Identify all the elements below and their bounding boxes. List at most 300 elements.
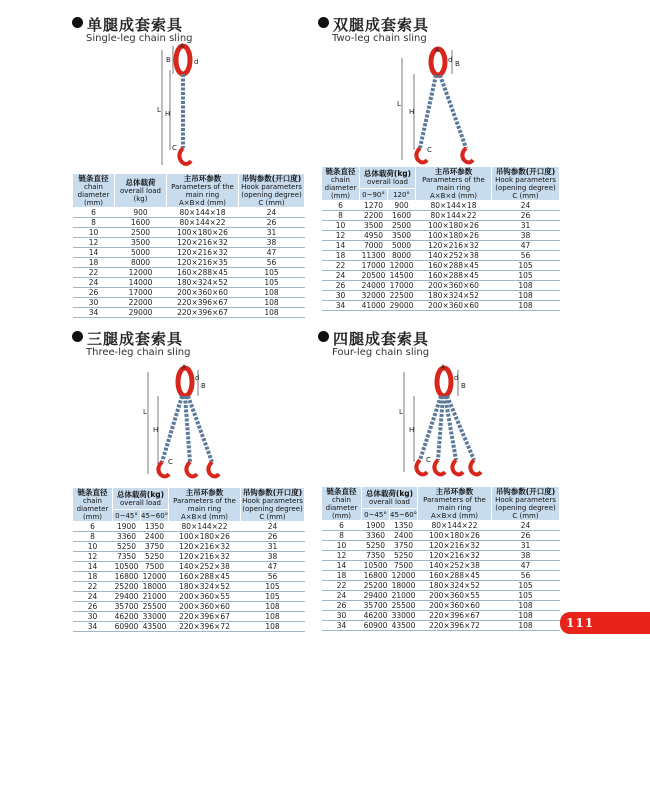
table-row — [322, 301, 560, 311]
col-load-angle-1: 0~45° — [113, 510, 141, 522]
table-cell: 80×144×22 — [418, 521, 492, 531]
table-cell: 3500 — [388, 231, 416, 241]
table-row — [73, 258, 305, 268]
table-cell: 200×360×60 — [169, 602, 241, 612]
table-cell: 17000 — [115, 288, 167, 298]
table-cell: 35700 — [362, 601, 390, 611]
table-cell: 80×144×22 — [167, 218, 239, 228]
table-cell: 30 — [322, 291, 360, 301]
table-cell: 38 — [492, 231, 560, 241]
table-cell: 12 — [322, 231, 360, 241]
three-leg-sling-diagram — [140, 362, 240, 486]
table-row — [73, 238, 305, 248]
three-leg-heading — [72, 328, 191, 358]
table-cell: 108 — [241, 612, 305, 622]
hook-icon — [208, 462, 219, 477]
table-row — [322, 621, 560, 631]
table-cell: 30 — [73, 298, 115, 308]
table-cell: 30 — [73, 612, 113, 622]
table-cell: 47 — [241, 562, 305, 572]
table-row — [73, 612, 305, 622]
table-row — [322, 251, 560, 261]
table-cell: 220×396×67 — [167, 298, 239, 308]
table-cell: 26 — [239, 218, 305, 228]
table-cell: 140×252×38 — [416, 251, 492, 261]
table-cell: 1350 — [141, 522, 169, 532]
table-cell: 200×360×55 — [169, 592, 241, 602]
table-cell: 14500 — [388, 271, 416, 281]
table-cell: 5250 — [113, 542, 141, 552]
table-cell: 47 — [492, 241, 560, 251]
table-cell: 12 — [73, 238, 115, 248]
table-cell: 108 — [492, 611, 560, 621]
table-row — [322, 241, 560, 251]
table-cell: 8 — [73, 532, 113, 542]
table-cell: 105 — [239, 278, 305, 288]
table-cell: 6 — [73, 208, 115, 218]
table-cell: 33000 — [390, 611, 418, 621]
chain-leg-icon — [440, 75, 466, 148]
table-cell: 31 — [492, 541, 560, 551]
chain-leg-icon — [185, 396, 190, 462]
table-cell: 14 — [73, 562, 113, 572]
page-number: 111 — [566, 616, 595, 630]
two-leg-spec-table — [321, 166, 560, 311]
table-cell: 108 — [241, 602, 305, 612]
table-cell: 34 — [322, 301, 360, 311]
dim-label-d: d — [194, 58, 199, 66]
chain-leg-icon — [420, 75, 436, 148]
table-cell: 5250 — [390, 551, 418, 561]
table-cell: 108 — [492, 281, 560, 291]
dim-label-a: A — [182, 364, 187, 371]
table-cell: 900 — [388, 201, 416, 211]
table-row — [322, 541, 560, 551]
four-leg-sling-diagram — [394, 362, 504, 482]
table-cell: 17000 — [360, 261, 388, 271]
table-cell: 160×288×45 — [416, 271, 492, 281]
col-chain-diameter: 链条直径 chain diameter (mm) — [73, 174, 115, 208]
table-cell: 22500 — [388, 291, 416, 301]
table-cell: 6 — [73, 522, 113, 532]
table-cell: 6 — [322, 201, 360, 211]
table-row — [322, 201, 560, 211]
table-row — [322, 261, 560, 271]
table-cell: 10500 — [113, 562, 141, 572]
table-row — [322, 601, 560, 611]
table-cell: 108 — [241, 622, 305, 632]
table-cell: 8000 — [115, 258, 167, 268]
three-leg-title-en: Three-leg chain sling — [86, 347, 191, 358]
four-leg-spec-table — [321, 486, 560, 631]
col-overall-load: 总体载荷(kg) overall load — [113, 488, 169, 510]
table-cell: 100×180×26 — [416, 221, 492, 231]
table-cell: 105 — [239, 268, 305, 278]
table-cell: 11300 — [360, 251, 388, 261]
hook-icon — [470, 460, 481, 475]
table-cell: 1900 — [362, 521, 390, 531]
table-cell: 160×288×45 — [167, 268, 239, 278]
table-cell: 120×216×32 — [169, 552, 241, 562]
dim-label-a: A — [435, 47, 440, 54]
dim-label-c: C — [427, 146, 432, 154]
table-cell: 1270 — [360, 201, 388, 211]
table-cell: 3360 — [362, 531, 390, 541]
table-cell: 7500 — [141, 562, 169, 572]
table-cell: 43500 — [141, 622, 169, 632]
table-cell: 180×324×52 — [169, 582, 241, 592]
table-cell: 26 — [73, 288, 115, 298]
table-row — [322, 551, 560, 561]
table-cell: 100×180×26 — [416, 231, 492, 241]
table-cell: 120×216×32 — [416, 241, 492, 251]
table-cell: 29000 — [388, 301, 416, 311]
table-cell: 14000 — [115, 278, 167, 288]
table-cell: 108 — [492, 601, 560, 611]
table-cell: 12000 — [388, 261, 416, 271]
table-cell: 8 — [322, 211, 360, 221]
table-cell: 22000 — [115, 298, 167, 308]
table-row — [73, 602, 305, 612]
col-main-ring: 主吊环参数 Parameters of the main ring A×B×d (mm) — [169, 488, 241, 522]
table-row — [73, 522, 305, 532]
dim-label-l: L — [399, 408, 403, 416]
table-cell: 108 — [492, 301, 560, 311]
table-cell: 38 — [241, 552, 305, 562]
master-link-icon — [176, 46, 190, 74]
table-cell: 100×180×26 — [167, 228, 239, 238]
dim-label-l: L — [157, 106, 161, 114]
table-cell: 80×144×22 — [416, 211, 492, 221]
table-cell: 21000 — [141, 592, 169, 602]
table-cell: 47 — [239, 248, 305, 258]
table-cell: 900 — [115, 208, 167, 218]
bullet-icon — [72, 17, 83, 28]
bullet-icon — [72, 331, 83, 342]
table-cell: 24 — [492, 201, 560, 211]
table-cell: 21000 — [390, 591, 418, 601]
table-cell: 29400 — [362, 591, 390, 601]
col-load-angle-2: 45~60° — [390, 510, 418, 519]
table-cell: 22 — [73, 582, 113, 592]
table-cell: 22 — [322, 581, 362, 591]
table-cell: 2400 — [141, 532, 169, 542]
table-cell: 5250 — [141, 552, 169, 562]
single-leg-heading — [72, 14, 193, 44]
hook-icon — [179, 148, 191, 164]
table-cell: 108 — [239, 298, 305, 308]
table-row — [322, 291, 560, 301]
table-row — [73, 288, 305, 298]
table-row — [73, 248, 305, 258]
table-cell: 5000 — [115, 248, 167, 258]
table-row — [322, 591, 560, 601]
dim-label-c: C — [426, 456, 431, 464]
table-cell: 24000 — [360, 281, 388, 291]
table-row — [322, 221, 560, 231]
table-row — [322, 271, 560, 281]
chain-leg-icon — [162, 396, 182, 462]
table-cell: 38 — [492, 551, 560, 561]
table-cell: 56 — [492, 571, 560, 581]
table-cell: 29000 — [115, 308, 167, 318]
table-cell: 105 — [492, 261, 560, 271]
col-load-angle-2: 120° — [388, 189, 416, 201]
dim-label-c: C — [168, 458, 173, 466]
table-cell: 56 — [492, 251, 560, 261]
table-cell: 7000 — [360, 241, 388, 251]
table-cell: 26 — [492, 531, 560, 541]
bullet-icon — [318, 17, 329, 28]
col-chain-diameter: 链条直径 chain diameter (mm) — [73, 488, 113, 522]
table-cell: 80×144×18 — [167, 208, 239, 218]
dim-label-c: C — [172, 144, 177, 152]
table-row — [322, 521, 560, 531]
table-cell: 200×360×60 — [416, 301, 492, 311]
table-cell: 4950 — [360, 231, 388, 241]
table-cell: 1600 — [115, 218, 167, 228]
dim-label-h: H — [165, 110, 171, 118]
single-leg-title-en: Single-leg chain sling — [86, 33, 193, 44]
table-cell: 120×216×32 — [169, 542, 241, 552]
col-hook: 吊钩参数(开口度) Hook parameters (opening degree) C (mm) — [239, 174, 305, 208]
table-cell: 80×144×22 — [169, 522, 241, 532]
hook-icon — [462, 148, 473, 163]
dim-label-b: B — [201, 382, 206, 390]
table-cell: 25500 — [141, 602, 169, 612]
table-cell: 120×216×32 — [167, 238, 239, 248]
hook-icon — [416, 148, 427, 163]
table-cell: 2400 — [390, 531, 418, 541]
table-cell: 140×252×38 — [418, 561, 492, 571]
table-cell: 16800 — [362, 571, 390, 581]
table-cell: 1350 — [390, 521, 418, 531]
table-row — [322, 611, 560, 621]
table-cell: 105 — [492, 271, 560, 281]
table-cell: 200×360×60 — [167, 288, 239, 298]
four-leg-heading — [318, 328, 430, 358]
table-cell: 105 — [241, 582, 305, 592]
table-row — [73, 622, 305, 632]
table-cell: 31 — [239, 228, 305, 238]
table-cell: 24 — [322, 271, 360, 281]
table-row — [322, 561, 560, 571]
two-leg-title-cn: 双腿成套索具 — [333, 16, 430, 34]
table-row — [73, 542, 305, 552]
dim-label-h: H — [409, 108, 415, 116]
table-row — [322, 531, 560, 541]
dim-label-b: B — [455, 60, 460, 68]
table-cell: 105 — [492, 591, 560, 601]
table-cell: 10 — [322, 541, 362, 551]
table-cell: 8 — [73, 218, 115, 228]
page-number-tab — [560, 612, 650, 634]
table-cell: 108 — [492, 291, 560, 301]
table-cell: 26 — [241, 532, 305, 542]
table-cell: 35700 — [113, 602, 141, 612]
table-cell: 14 — [322, 561, 362, 571]
table-cell: 25200 — [362, 581, 390, 591]
table-cell: 18 — [73, 572, 113, 582]
table-cell: 22 — [322, 261, 360, 271]
dim-label-h: H — [153, 426, 159, 434]
table-cell: 46200 — [113, 612, 141, 622]
table-cell: 10 — [73, 228, 115, 238]
col-overall-load: 总体载荷(kg) overall load — [360, 167, 416, 189]
table-cell: 8 — [322, 531, 362, 541]
table-cell: 56 — [241, 572, 305, 582]
dim-label-h: H — [409, 426, 415, 434]
dim-label-d: d — [448, 56, 453, 64]
table-cell: 108 — [492, 621, 560, 631]
table-row — [73, 218, 305, 228]
table-cell: 24 — [73, 278, 115, 288]
table-cell: 5250 — [362, 541, 390, 551]
table-cell: 10500 — [362, 561, 390, 571]
dim-label-a: A — [441, 364, 446, 371]
table-cell: 8000 — [388, 251, 416, 261]
table-cell: 24 — [241, 522, 305, 532]
col-hook: 吊钩参数(开口度) Hook parameters (opening degree) C (mm) — [242, 488, 303, 521]
table-cell: 47 — [492, 561, 560, 571]
col-load-angle-1: 0~45° — [362, 509, 390, 521]
table-cell: 2500 — [115, 228, 167, 238]
col-main-ring: 主吊环参数 Parameters of the main ring A×B×d (mm) — [418, 487, 492, 521]
table-cell: 180×324×52 — [416, 291, 492, 301]
table-row — [322, 581, 560, 591]
table-cell: 26 — [73, 602, 113, 612]
table-cell: 220×396×67 — [169, 612, 241, 622]
table-cell: 200×360×60 — [416, 281, 492, 291]
table-cell: 24 — [73, 592, 113, 602]
table-cell: 12000 — [141, 572, 169, 582]
table-row — [73, 208, 305, 218]
table-row — [73, 298, 305, 308]
table-cell: 3750 — [390, 541, 418, 551]
table-row — [73, 572, 305, 582]
table-cell: 1600 — [388, 211, 416, 221]
master-link-icon — [437, 368, 451, 396]
four-leg-title-cn: 四腿成套索具 — [333, 330, 430, 348]
table-cell: 12000 — [390, 571, 418, 581]
table-cell: 2500 — [388, 221, 416, 231]
col-overall-load: 总体载荷 overall load (kg) — [115, 174, 167, 208]
table-cell: 120×216×35 — [167, 258, 239, 268]
table-cell: 60900 — [362, 621, 390, 631]
table-cell: 7350 — [362, 551, 390, 561]
single-leg-title-cn: 单腿成套索具 — [87, 16, 184, 34]
table-cell: 14 — [322, 241, 360, 251]
table-cell: 46200 — [362, 611, 390, 621]
table-cell: 18000 — [141, 582, 169, 592]
table-cell: 200×360×55 — [418, 591, 492, 601]
table-cell: 31 — [492, 221, 560, 231]
table-cell: 34 — [73, 308, 115, 318]
table-cell: 105 — [241, 592, 305, 602]
table-cell: 12 — [73, 552, 113, 562]
col-chain-diameter: 链条直径 chain diameter (mm) — [322, 487, 362, 521]
dim-label-l: L — [143, 408, 147, 416]
table-cell: 80×144×18 — [416, 201, 492, 211]
table-cell: 120×216×32 — [418, 541, 492, 551]
table-cell: 160×288×45 — [416, 261, 492, 271]
table-row — [322, 281, 560, 291]
table-cell: 24 — [492, 521, 560, 531]
dim-label-d: d — [195, 374, 200, 382]
table-cell: 220×396×67 — [167, 308, 239, 318]
table-cell: 140×252×38 — [169, 562, 241, 572]
table-row — [322, 571, 560, 581]
table-cell: 180×324×52 — [418, 581, 492, 591]
table-cell: 18000 — [390, 581, 418, 591]
table-cell: 31 — [241, 542, 305, 552]
chain-leg-icon — [188, 396, 212, 462]
dim-label-d: d — [454, 374, 459, 382]
table-cell: 5000 — [388, 241, 416, 251]
table-cell: 2200 — [360, 211, 388, 221]
table-cell: 100×180×26 — [169, 532, 241, 542]
master-link-icon — [178, 368, 192, 396]
table-cell: 3750 — [141, 542, 169, 552]
table-cell: 25500 — [390, 601, 418, 611]
table-row — [73, 308, 305, 318]
table-cell: 220×396×72 — [169, 622, 241, 632]
table-cell: 3500 — [360, 221, 388, 231]
table-cell: 38 — [239, 238, 305, 248]
three-leg-spec-table — [72, 487, 305, 632]
table-cell: 6 — [322, 521, 362, 531]
table-cell: 120×216×32 — [167, 248, 239, 258]
single-leg-sling-diagram — [140, 40, 220, 172]
table-cell: 12000 — [115, 268, 167, 278]
two-leg-heading — [318, 14, 430, 44]
table-cell: 7350 — [113, 552, 141, 562]
table-cell: 220×396×67 — [418, 611, 492, 621]
table-cell: 160×288×45 — [169, 572, 241, 582]
table-cell: 34 — [322, 621, 362, 631]
table-cell: 29400 — [113, 592, 141, 602]
table-cell: 18 — [73, 258, 115, 268]
hook-icon — [452, 460, 463, 475]
table-cell: 160×288×45 — [418, 571, 492, 581]
table-row — [73, 552, 305, 562]
table-cell: 26 — [492, 211, 560, 221]
dim-label-a: A — [180, 43, 185, 50]
two-leg-title-en: Two-leg chain sling — [332, 33, 427, 44]
table-row — [73, 228, 305, 238]
table-cell: 108 — [239, 288, 305, 298]
single-leg-spec-table — [72, 173, 305, 318]
table-cell: 200×360×60 — [418, 601, 492, 611]
table-cell: 25200 — [113, 582, 141, 592]
table-cell: 32000 — [360, 291, 388, 301]
col-load-angle-1: 0~90° — [360, 189, 388, 201]
two-leg-sling-diagram — [390, 44, 500, 166]
table-cell: 108 — [239, 308, 305, 318]
table-cell: 20500 — [360, 271, 388, 281]
table-cell: 22 — [73, 268, 115, 278]
table-cell: 18 — [322, 251, 360, 261]
col-chain-diameter: 链条直径 chain diameter (mm) — [322, 167, 360, 201]
four-leg-title-en: Four-leg chain sling — [332, 347, 430, 358]
table-row — [322, 231, 560, 241]
table-cell: 3360 — [113, 532, 141, 542]
table-cell: 33000 — [141, 612, 169, 622]
table-cell: 14 — [73, 248, 115, 258]
table-cell: 16800 — [113, 572, 141, 582]
table-cell: 180×324×52 — [167, 278, 239, 288]
col-hook: 吊钩参数(开口度) Hook parameters (opening degree) C (mm) — [492, 487, 560, 521]
